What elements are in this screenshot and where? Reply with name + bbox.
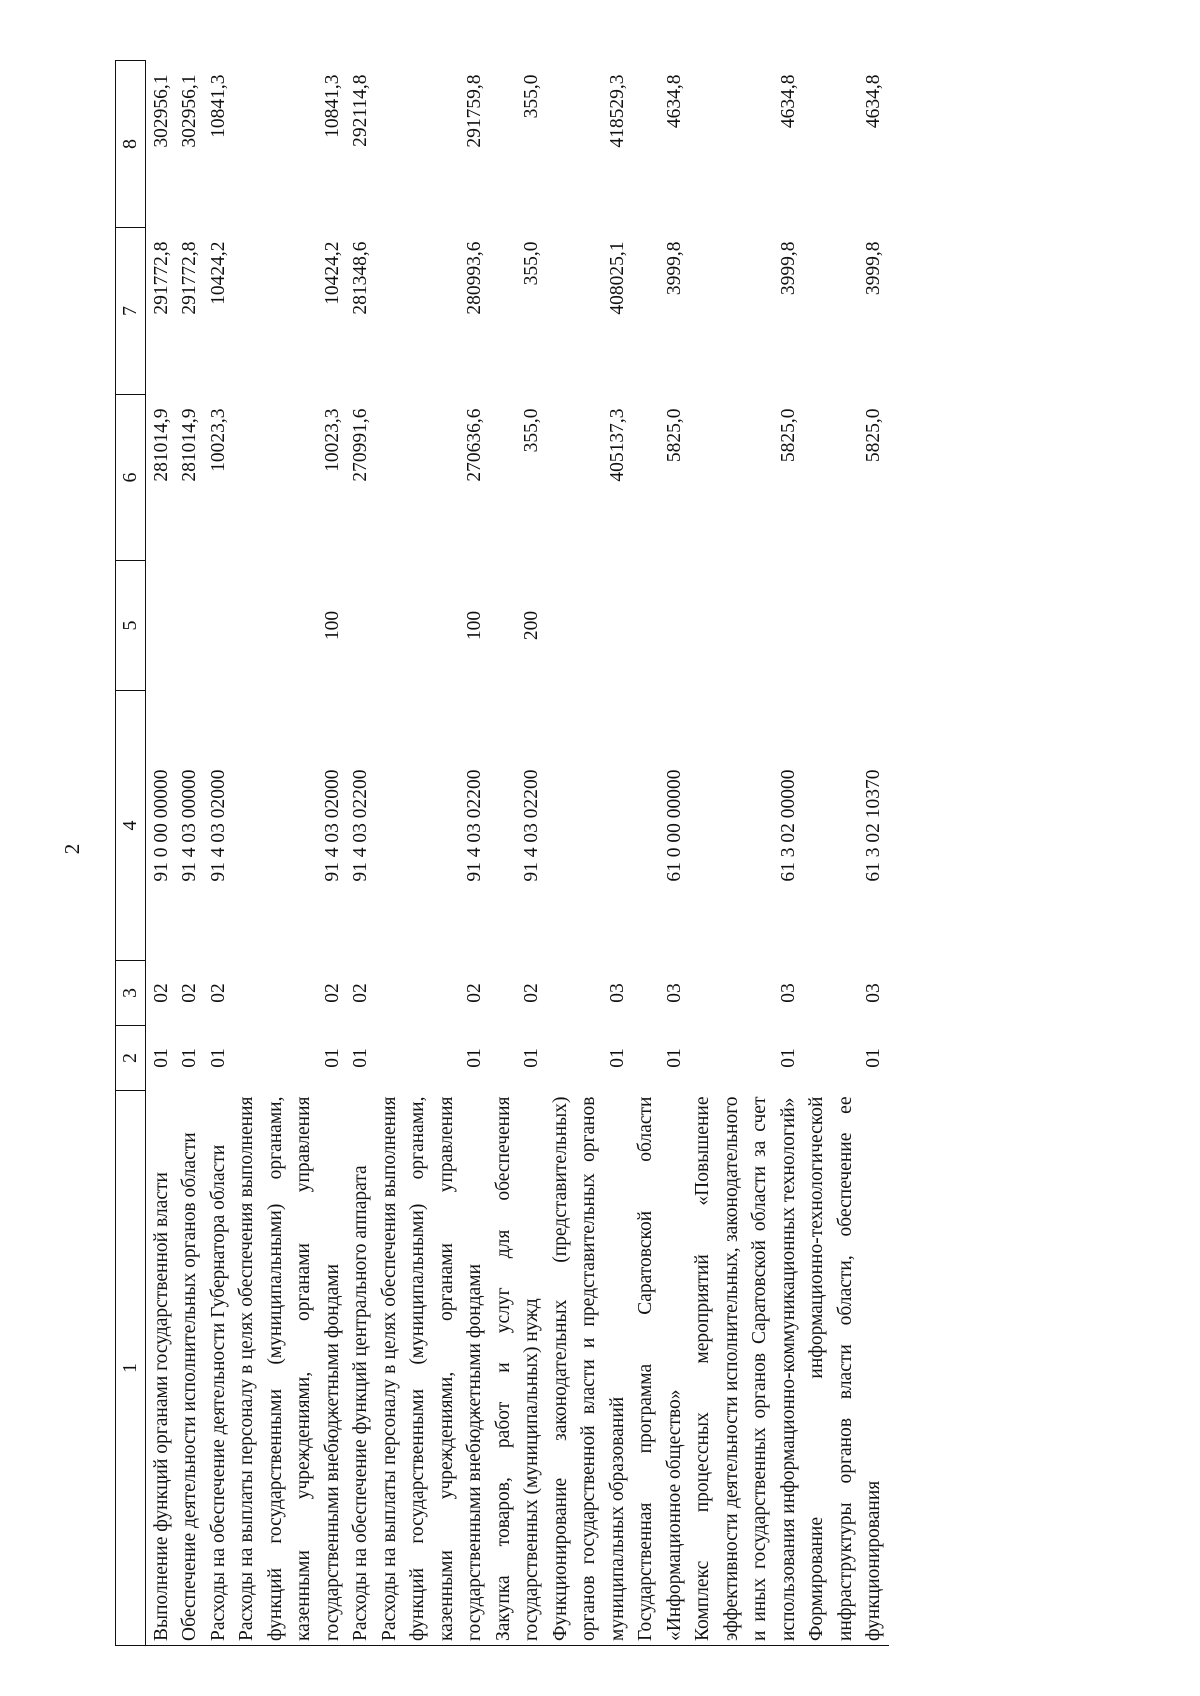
target-article-code: 61 3 02 00000	[777, 769, 799, 882]
target-article-code: 91 4 03 02200	[464, 769, 485, 882]
row-name: Закупка товаров, работ и услуг для обеспечения государственных (муниципальных) нужд	[490, 1091, 547, 1646]
target-article-code: 61 3 02 10370	[863, 769, 884, 882]
row-name: Функционирование законодательных (представительных) органов государственной власти и представительных органов муниципальных образований	[547, 1091, 633, 1646]
budget-table	[115, 60, 889, 1646]
amount-col-6: 355,0	[521, 408, 542, 453]
table-row	[176, 61, 205, 1646]
amount-col-7: 355,0	[521, 241, 542, 286]
target-article-code: 91 4 03 02000	[321, 769, 343, 882]
expense-type-code: 200	[521, 610, 542, 641]
section-code: 01	[606, 1048, 628, 1068]
row-name: Государственная программа Саратовской области «Информационное общество»	[632, 1091, 689, 1646]
target-article-code: 91 4 03 02200	[521, 769, 542, 882]
amount-col-8: 355,0	[521, 74, 542, 119]
header-cell: 7	[116, 228, 146, 395]
expense-type-code	[632, 561, 689, 691]
subsection-code: 03	[863, 983, 884, 1003]
amount-col-8: 4634,8	[777, 74, 799, 129]
amount-col-7: 3999,8	[777, 241, 799, 296]
table-row	[803, 61, 889, 1646]
subsection-code: 02	[321, 983, 343, 1003]
expense-type-code: 100	[321, 610, 343, 641]
subsection-code: 02	[350, 983, 371, 1003]
expense-type-code	[205, 561, 234, 691]
section-code: 01	[521, 1048, 542, 1068]
amount-col-8: 418529,3	[606, 74, 628, 148]
amount-col-6: 405137,3	[606, 408, 628, 482]
amount-col-7: 3999,8	[663, 241, 685, 296]
section-code: 01	[777, 1048, 799, 1068]
section-code: 01	[321, 1048, 343, 1068]
amount-col-7: 10424,2	[321, 241, 343, 305]
section-code: 01	[179, 1048, 200, 1068]
header-cell: 8	[116, 61, 146, 228]
amount-col-6: 270991,6	[350, 408, 371, 482]
subsection-code: 02	[179, 983, 200, 1003]
header-cell: 2	[116, 1026, 146, 1091]
amount-col-6: 10023,3	[321, 408, 343, 472]
amount-col-6: 5825,0	[863, 408, 884, 463]
target-article-code: 91 4 03 02200	[350, 769, 371, 882]
subsection-code: 02	[521, 983, 542, 1003]
expense-type-code: 100	[464, 610, 485, 641]
expense-type-code	[547, 561, 633, 691]
table-row	[233, 61, 347, 1646]
amount-col-8: 4634,8	[863, 74, 884, 129]
section-code: 01	[350, 1048, 371, 1068]
expense-type-code	[176, 561, 205, 691]
row-name: Расходы на выплаты персоналу в целях обеспечения выполнения функций государственными (муниципальными) органами, казенными учреждениями, органами управления государственными внебюджетными фондами	[376, 1091, 490, 1646]
expense-type-code	[689, 561, 803, 691]
subsection-code: 03	[777, 983, 799, 1003]
header-cell: 4	[116, 691, 146, 961]
amount-col-7: 10424,2	[207, 241, 229, 305]
row-name: Формирование информационно-технологической инфраструктуры органов власти области, обеспечение ее функционирования	[803, 1091, 889, 1646]
row-name: Расходы на обеспечение функций центрального аппарата	[347, 1091, 376, 1646]
amount-col-8: 10841,3	[321, 74, 343, 138]
table-row	[547, 61, 633, 1646]
amount-col-8: 292114,8	[350, 74, 371, 147]
table-row	[347, 61, 376, 1646]
target-article-code	[547, 691, 633, 961]
expense-type-code	[803, 561, 889, 691]
row-name: Обеспечение деятельности исполнительных органов области	[176, 1091, 205, 1646]
target-article-code: 91 0 00 00000	[150, 769, 172, 882]
row-name: Расходы на обеспечение деятельности Губернатора области	[205, 1091, 234, 1646]
amount-col-7: 3999,8	[863, 241, 884, 296]
expense-type-code	[347, 561, 376, 691]
section-code: 01	[863, 1048, 884, 1068]
table-row	[376, 61, 490, 1646]
header-cell: 5	[116, 561, 146, 691]
subsection-code: 02	[207, 983, 229, 1003]
table-row	[205, 61, 234, 1646]
subsection-code: 02	[150, 983, 172, 1003]
amount-col-8: 302956,1	[150, 74, 172, 148]
amount-col-7: 291772,8	[150, 241, 172, 315]
amount-col-6: 270636,6	[464, 408, 485, 482]
target-article-code: 91 4 03 00000	[179, 769, 200, 882]
amount-col-6: 10023,3	[207, 408, 229, 472]
amount-col-8: 291759,8	[464, 74, 485, 148]
amount-col-8: 302956,1	[179, 74, 200, 148]
table-row	[632, 61, 689, 1646]
table-header	[116, 61, 146, 1646]
amount-col-8: 10841,3	[207, 74, 229, 138]
header-cell: 6	[116, 395, 146, 561]
amount-col-6: 281014,9	[150, 408, 172, 482]
amount-col-7: 408025,1	[606, 241, 628, 315]
amount-col-7: 291772,8	[179, 241, 200, 315]
row-name: Комплекс процессных мероприятий «Повышение эффективности деятельности исполнительных, законодательного и иных государственных органов Саратовской области за счет использования информационно-коммуникационных технологий»	[689, 1091, 803, 1646]
section-code: 01	[207, 1048, 229, 1068]
subsection-code: 02	[464, 983, 485, 1003]
header-cell: 1	[116, 1091, 146, 1646]
amount-col-6: 281014,9	[179, 408, 200, 482]
amount-col-7: 281348,6	[350, 241, 371, 315]
row-name: Выполнение функций органами государственной власти	[145, 1091, 176, 1646]
subsection-code: 03	[663, 983, 685, 1003]
amount-col-6: 5825,0	[777, 408, 799, 463]
table-row	[145, 61, 176, 1646]
target-article-code: 61 0 00 00000	[663, 769, 685, 882]
expense-type-code	[145, 561, 176, 691]
section-code: 01	[150, 1048, 172, 1068]
subsection-code: 03	[606, 983, 628, 1003]
table-row	[490, 61, 547, 1646]
section-code: 01	[663, 1048, 685, 1068]
amount-col-8: 4634,8	[663, 74, 685, 129]
header-cell: 3	[116, 961, 146, 1026]
target-article-code: 91 4 03 02000	[207, 769, 229, 882]
section-code: 01	[464, 1048, 485, 1068]
row-name: Расходы на выплаты персоналу в целях обеспечения выполнения функций государственными (муниципальными) органами, казенными учреждениями, органами управления государственными внебюджетными фондами	[233, 1091, 347, 1646]
amount-col-7: 280993,6	[464, 241, 485, 315]
table-row	[689, 61, 803, 1646]
page-number: 2	[60, 843, 84, 855]
amount-col-6: 5825,0	[663, 408, 685, 463]
